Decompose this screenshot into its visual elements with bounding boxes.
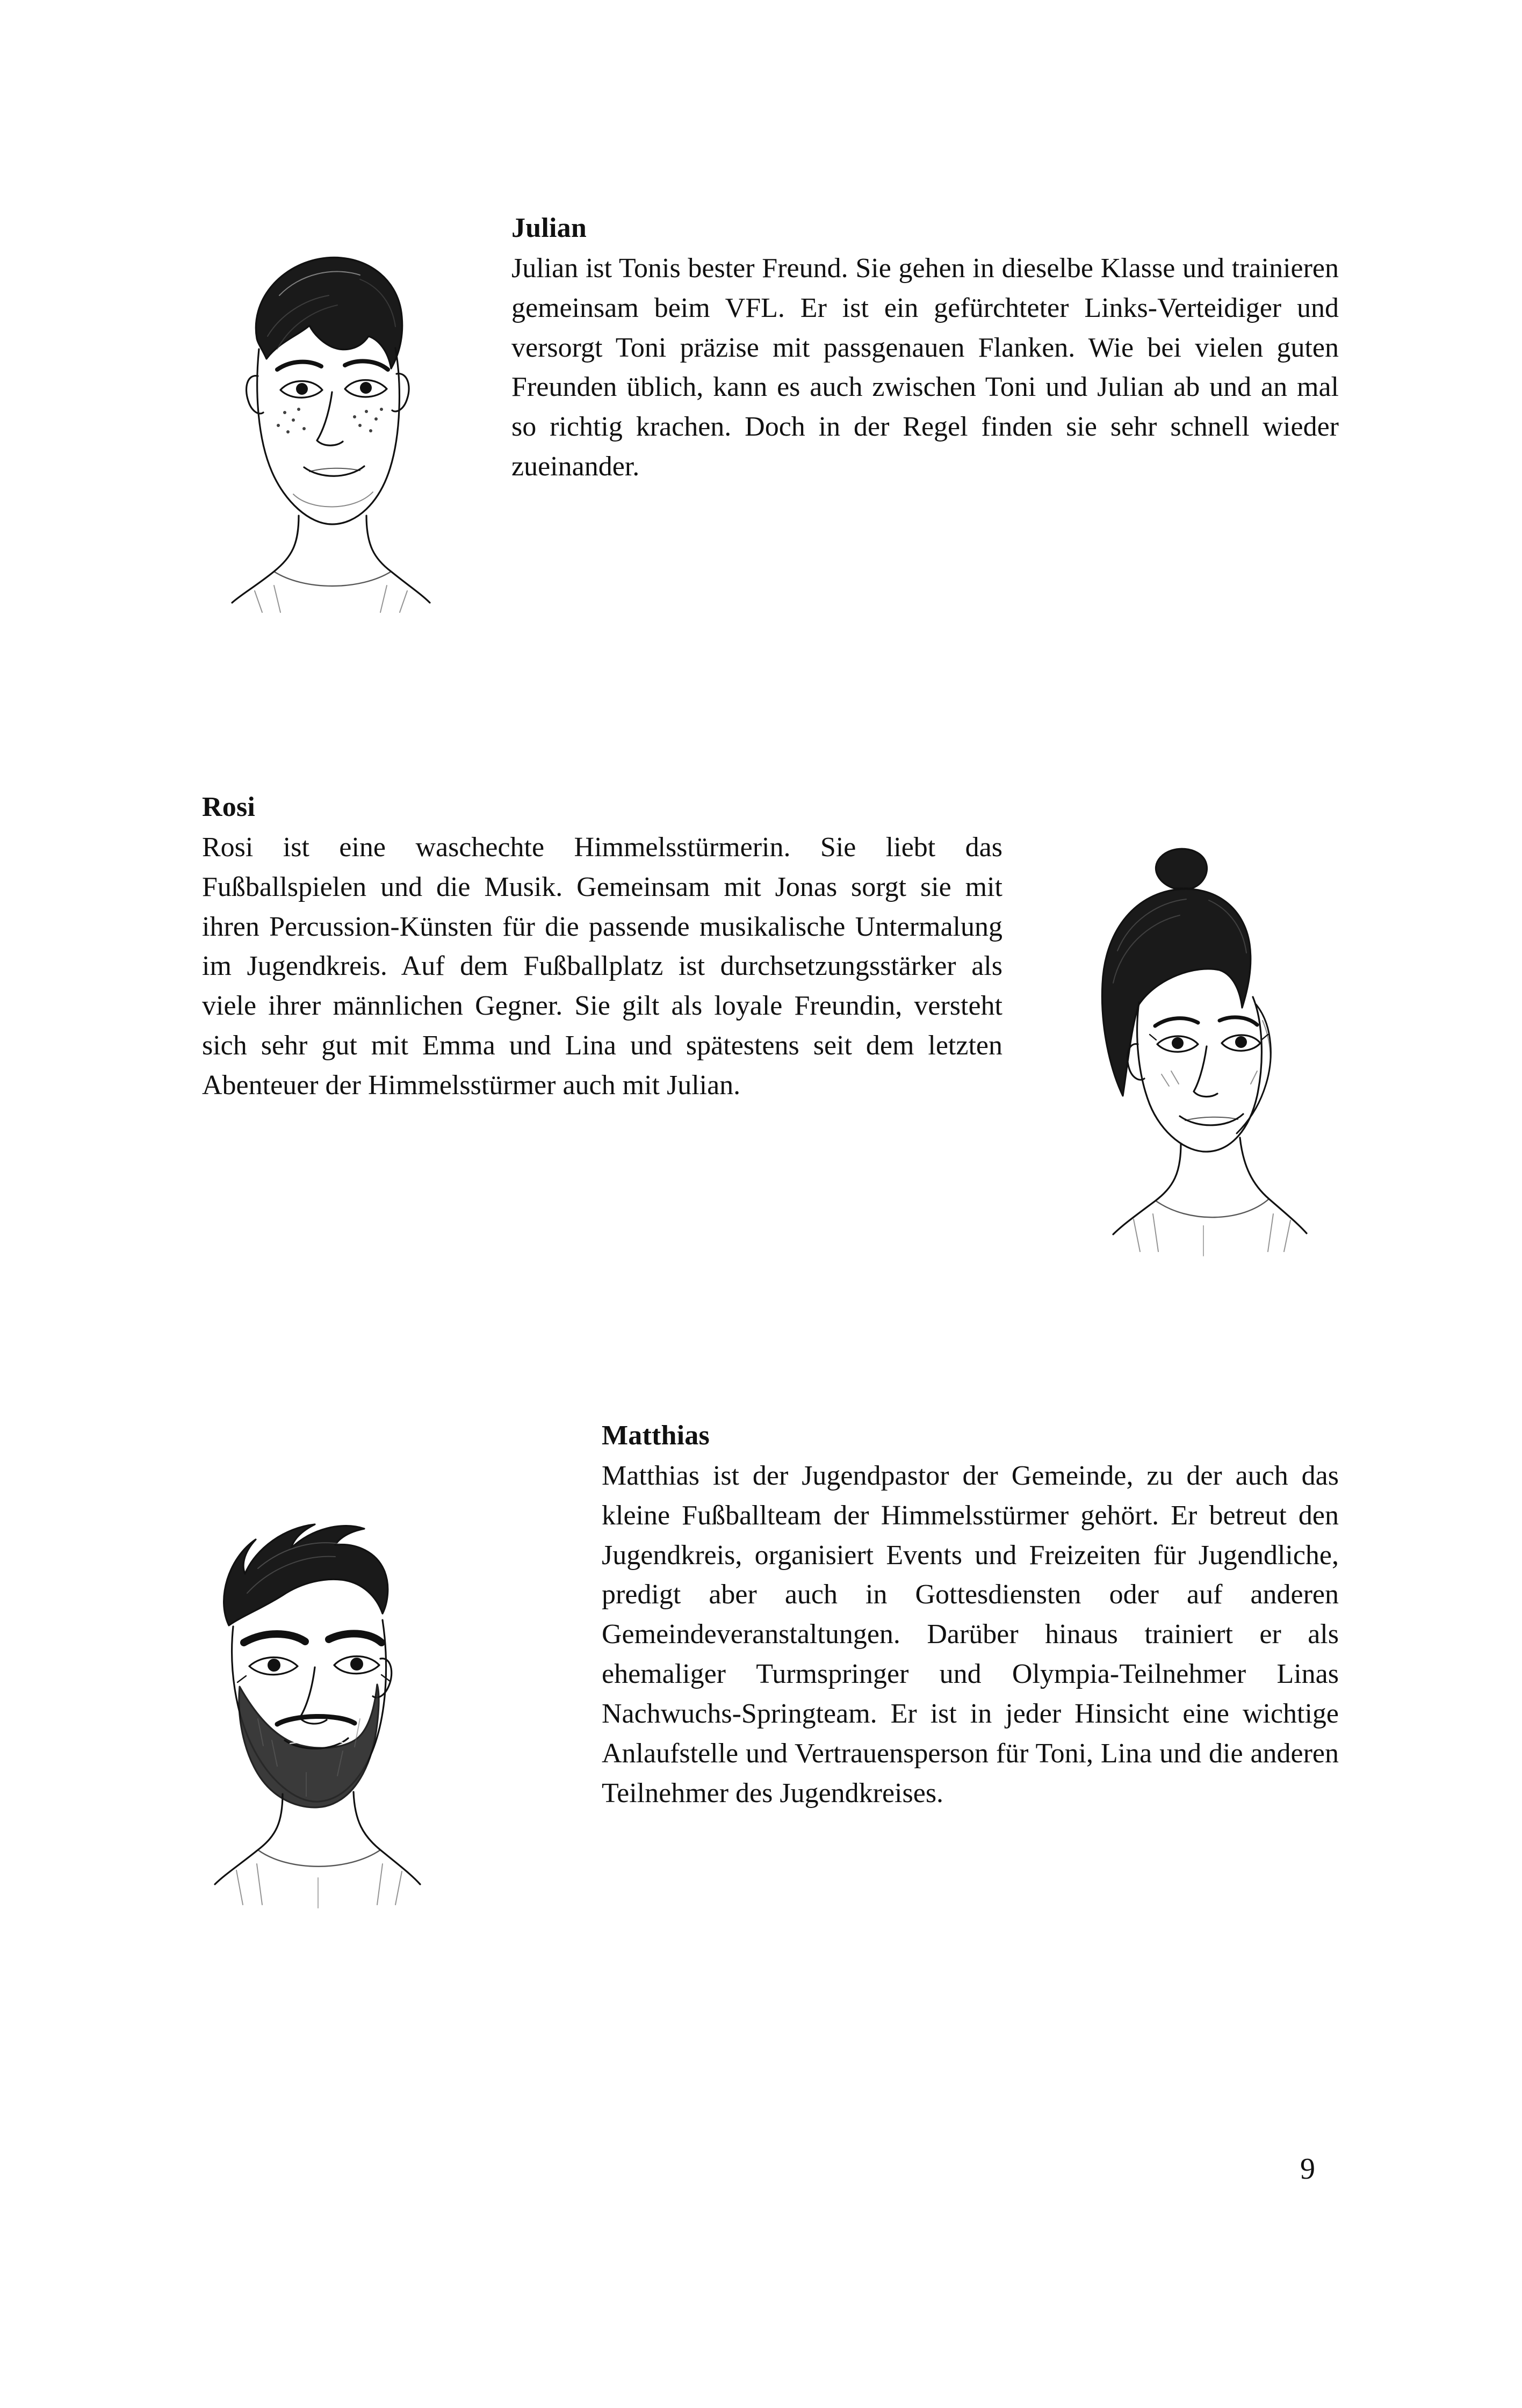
- character-name-rosi: Rosi: [202, 792, 256, 822]
- character-description-julian: Julian ist Tonis bester Freund. Sie gehen in dieselbe Klasse und trainieren gemeinsam beim VFL. Er ist ein gefürchteter Links-Verteidiger und versorgt Toni präzise mit passgenauen Flanken. Wie bei vielen guten Freunden üblich, kann es auch zwischen Toni und Julian ab und an mal so richtig krachen. Doch in der Regel finden sie sehr schnell wieder zueinander.: [511, 253, 1339, 482]
- portrait-rosi: [1042, 843, 1343, 1289]
- entry-matthias: [602, 1418, 1339, 1813]
- entry-rosi: [202, 790, 1002, 1105]
- entry-julian: [511, 211, 1339, 487]
- portrait-julian: [199, 215, 441, 618]
- character-description-matthias: Matthias ist der Jugendpastor der Gemeinde, zu der auch das kleine Fußballteam der Himmelsstürmer gehört. Er betreut den Jugendkreis, organisiert Events und Freizeiten für Jugendliche, predigt aber auch in Gottesdiensten oder auf anderen Gemeindeveranstaltungen. Darüber hinaus trainiert er als ehemaliger Turmspringer und Olympia-Teilnehmer Linas Nachwuchs-Springteam. Er ist in jeder Hinsicht eine wichtige Anlaufstelle und Vertrauensperson für Toni, Lina und die anderen Teilnehmer des Jugendkreises.: [602, 1460, 1339, 1809]
- character-description-rosi: Rosi ist eine waschechte Himmelsstürmerin. Sie liebt das Fußballspielen und die Musik. Gemeinsam mit Jonas sorgt sie mit ihren Percussion-Künsten für die passende musikalische Untermalung im Jugendkreis. Auf dem Fußballplatz ist durchsetzungsstärker als viele ihrer männlichen Gegner. Sie gilt als loyale Freundin, versteht sich sehr gut mit Emma und Lina und spätestens seit dem letzten Abenteuer der Himmelsstürmer auch mit Julian.: [202, 832, 1002, 1101]
- page-number: 9: [1300, 2152, 1315, 2186]
- portrait-matthias: [177, 1472, 467, 1944]
- character-name-matthias: Matthias: [602, 1420, 710, 1451]
- character-name-julian: Julian: [511, 213, 587, 243]
